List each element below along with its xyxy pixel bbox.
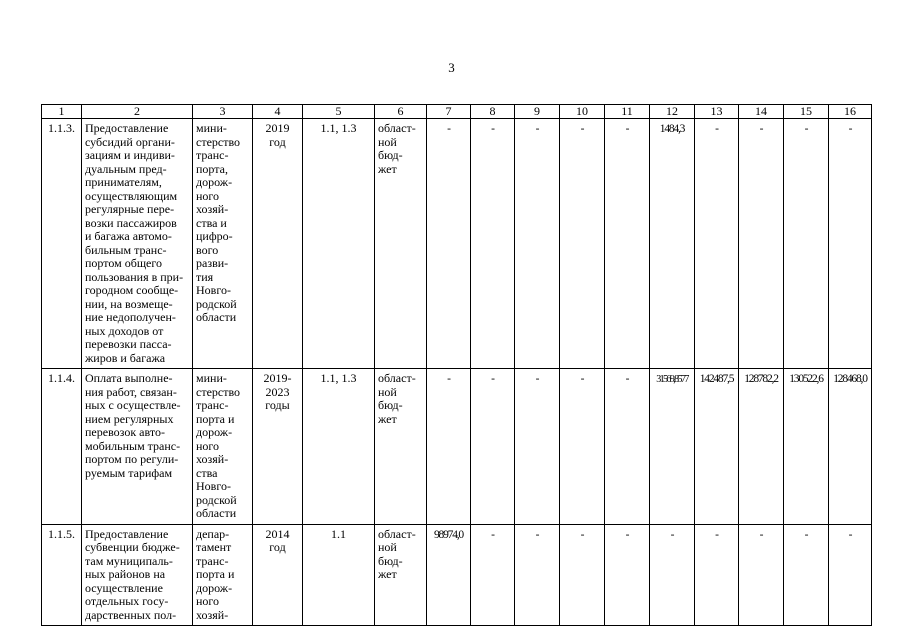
row-value: - bbox=[695, 524, 739, 626]
row-value: - bbox=[739, 524, 784, 626]
col-header: 7 bbox=[427, 105, 471, 119]
row-value: - bbox=[829, 119, 872, 369]
row-executor: депар- тамент транс- порта и дорож- ного хозяй- bbox=[193, 524, 253, 626]
col-header: 2 bbox=[82, 105, 193, 119]
row-value: - bbox=[739, 119, 784, 369]
col-header: 5 bbox=[303, 105, 375, 119]
col-header: 16 bbox=[829, 105, 872, 119]
row-value: 31569,8577 bbox=[650, 369, 695, 525]
col-header: 11 bbox=[605, 105, 650, 119]
row-executor: мини- стерство транс- порта и дорож- ного хозяй- ства Новго- родской области bbox=[193, 369, 253, 525]
row-description: Оплата выполне- ния работ, связан- ных с осуществле- нием регулярных перевозок авто- мобильным транс- портом по регули- руемым тарифам bbox=[82, 369, 193, 525]
row-years: 2019- 2023 годы bbox=[253, 369, 303, 525]
program-table bbox=[41, 104, 872, 626]
page-number: 3 bbox=[448, 60, 455, 75]
row-value: 142487,5 bbox=[695, 369, 739, 525]
row-value: - bbox=[695, 119, 739, 369]
row-value: - bbox=[560, 369, 605, 525]
row-targets: 1.1 bbox=[303, 524, 375, 626]
col-header: 10 bbox=[560, 105, 605, 119]
row-value: - bbox=[560, 524, 605, 626]
row-source: област- ной бюд- жет bbox=[375, 524, 427, 626]
row-value: - bbox=[560, 119, 605, 369]
row-value: 128782,2 bbox=[739, 369, 784, 525]
row-value: - bbox=[515, 524, 560, 626]
row-value: - bbox=[515, 369, 560, 525]
row-value: - bbox=[471, 119, 515, 369]
col-header: 15 bbox=[784, 105, 829, 119]
row-value: - bbox=[605, 524, 650, 626]
col-header: 1 bbox=[42, 105, 82, 119]
col-header: 6 bbox=[375, 105, 427, 119]
row-description: Предоставление субсидий органи- зациям и индиви- дуальным пред- принимателям, осуществляющим регулярные пере- возки пассажиров и багажа автомо- бильным транс- портом общего пользования в при- городном сообще- нии, на возмеще- ние недополучен- ных доходов от перевозки пасса- жиров и багажа bbox=[82, 119, 193, 369]
row-id: 1.1.5. bbox=[42, 524, 82, 626]
table-row bbox=[42, 524, 872, 626]
row-targets: 1.1, 1.3 bbox=[303, 369, 375, 525]
col-header: 8 bbox=[471, 105, 515, 119]
row-years: 2019 год bbox=[253, 119, 303, 369]
col-header: 12 bbox=[650, 105, 695, 119]
column-number-row bbox=[42, 105, 872, 119]
row-value: - bbox=[829, 524, 872, 626]
row-executor: мини- стерство транс- порта, дорож- ного хозяй- ства и цифро- вого разви- тия Новго- родской области bbox=[193, 119, 253, 369]
col-header: 4 bbox=[253, 105, 303, 119]
row-description: Предоставление субвенции бюдже- там муниципаль- ных районов на осуществление отдельных госу- дарственных пол- bbox=[82, 524, 193, 626]
row-value: 130522,6 bbox=[784, 369, 829, 525]
row-years: 2014 год bbox=[253, 524, 303, 626]
row-value: - bbox=[427, 369, 471, 525]
row-value: - bbox=[784, 524, 829, 626]
row-value: - bbox=[650, 524, 695, 626]
row-value: - bbox=[605, 119, 650, 369]
col-header: 14 bbox=[739, 105, 784, 119]
col-header: 13 bbox=[695, 105, 739, 119]
row-value: - bbox=[471, 369, 515, 525]
row-value: - bbox=[515, 119, 560, 369]
col-header: 9 bbox=[515, 105, 560, 119]
row-value: - bbox=[471, 524, 515, 626]
row-id: 1.1.3. bbox=[42, 119, 82, 369]
row-value: - bbox=[605, 369, 650, 525]
table-row bbox=[42, 369, 872, 525]
col-header: 3 bbox=[193, 105, 253, 119]
row-id: 1.1.4. bbox=[42, 369, 82, 525]
row-targets: 1.1, 1.3 bbox=[303, 119, 375, 369]
table-row bbox=[42, 119, 872, 369]
row-value: - bbox=[784, 119, 829, 369]
row-source: област- ной бюд- жет bbox=[375, 119, 427, 369]
row-value: 98974,0 bbox=[427, 524, 471, 626]
row-source: област- ной бюд- жет bbox=[375, 369, 427, 525]
row-value: 1484,3 bbox=[650, 119, 695, 369]
row-value: - bbox=[427, 119, 471, 369]
row-value: 128468,0 bbox=[829, 369, 872, 525]
